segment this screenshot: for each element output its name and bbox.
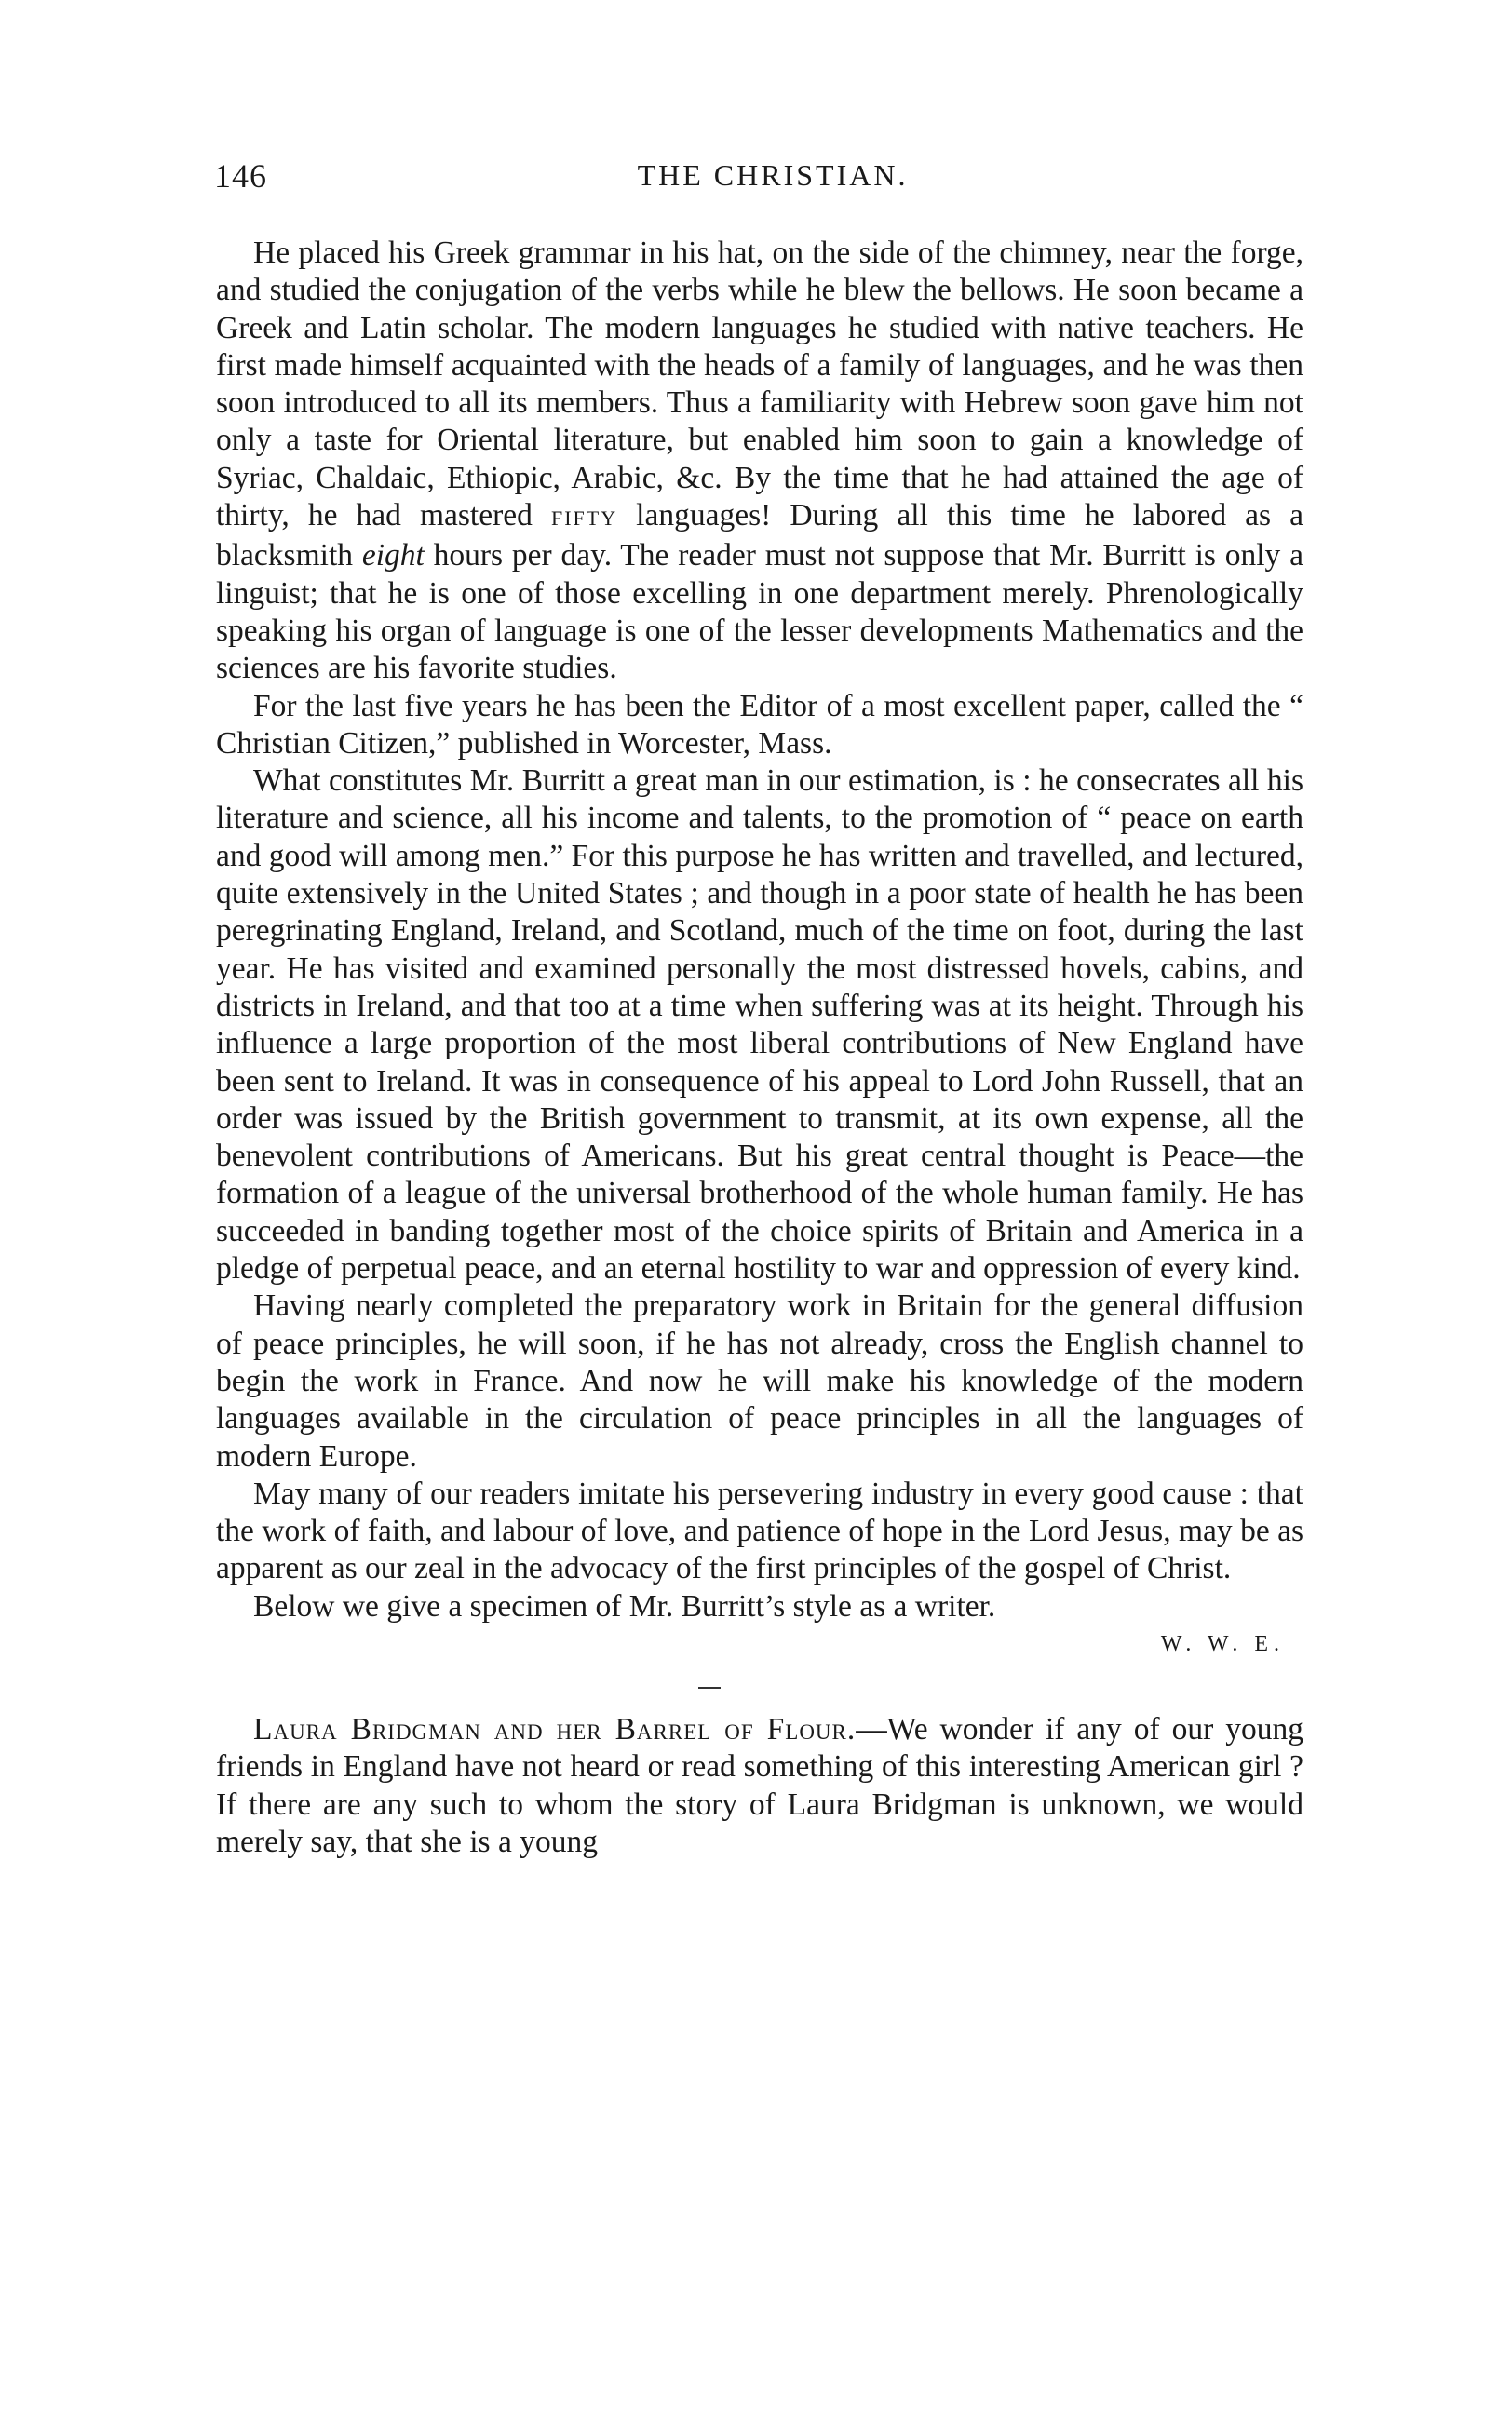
running-head: THE CHRISTIAN. — [637, 158, 909, 192]
paragraph-5: May many of our readers imitate his persevering industry in every good cause : that the work of faith, and labour of love, and patience of hope in the Lord Jesus, may be as apparent as our zeal in the advocacy of the first principles of the gospel of Christ. — [216, 1476, 1303, 1586]
paragraph-2: For the last five years he has been the Editor of a most excellent paper, called the “ Christian Citizen,” published in Worcester, Mass. — [216, 688, 1303, 761]
paragraph-1-fifty: FIFTY — [550, 506, 618, 531]
article-body — [216, 235, 1303, 1861]
paragraph-6: Below we give a specimen of Mr. Burritt’s style as a writer. — [253, 1588, 996, 1624]
next-article-text: —We wonder if any of our young friends in England have not heard or read something of this interesting American girl ? If there are any such to whom the story of Laura Bridgman is unknown, we would merely say, that she is a young — [216, 1711, 1303, 1859]
paragraph-1-eight: eight — [361, 538, 425, 573]
next-article-paragraph — [216, 1711, 1303, 1861]
paragraph-1-text-a: He placed his Greek grammar in his hat, on the side of the chimney, near the forge, and studied the conjugation of the verbs while he blew the bellows. He soon became a Greek and Latin scholar. The modern languages he studied with native teachers. He first made himself acquainted with the heads of a family of languages, and he was then soon introduced to all its members. Thus a familiarity with Hebrew soon gave him not only a taste for Oriental literature, but enabled him soon to gain a knowledge of Syriac, Chaldaic, Ethiopic, Arabic, &c. By the time that he had attained the age of thirty, he had mastered — [216, 236, 1303, 533]
paragraph-3: What constitutes Mr. Burritt a great man in our estimation, is : he consecrates all his literature and science, all his income and talents, to the promotion of “ peace on earth and good will among men.” For this purpose he has written and travelled, and lectured, quite extensively in the United States ; and though in a poor state of health he has been peregrinating England, Ireland, and Scotland, much of the time on foot, during the last year. He has visited and examined personally the most distressed hovels, cabins, and districts in Ireland, and that too at a time when suffering was at its height. Through his influence a large proportion of the most liberal contributions of New England have been sent to Ireland. It was in consequence of his appeal to Lord John Russell, that an order was issued by the British government to transmit, at its own expense, all the benevolent contributions of Americans. But his great central thought is Peace—the formation of a league of the universal brotherhood of the whole human family. He has succeeded in banding together most of the choice spirits of Britain and America in a pledge of perpetual peace, and an eternal hostility to war and oppression of every kind. — [216, 763, 1303, 1287]
page-header — [214, 156, 1331, 203]
paragraph-1 — [216, 235, 1303, 688]
next-article-title: Laura Bridgman and her Barrel of Flour. — [253, 1711, 857, 1746]
paragraph-1-text-c: hours per day. The reader must not suppose that Mr. Burritt is only a linguist; that he is one of those excelling in one department merely. Phrenologically speaking his organ of language is one of the lesser developments Mathematics and the sciences are his favorite studies. — [216, 538, 1304, 686]
paragraph-1-text-b: languages! During all this time he labored as a blacksmith — [216, 498, 1304, 573]
paragraph-4: Having nearly completed the preparatory work in Britain for the general diffusion of peace principles, he will soon, if he has not already, cross the English channel to begin the work in France. And now he will make his knowledge of the modern languages available in the circulation of peace principles in all the languages of modern Europe. — [216, 1288, 1303, 1474]
signature: W. W. E. — [1160, 1631, 1285, 1656]
section-divider — [698, 1687, 721, 1689]
page-number: 146 — [214, 157, 267, 195]
